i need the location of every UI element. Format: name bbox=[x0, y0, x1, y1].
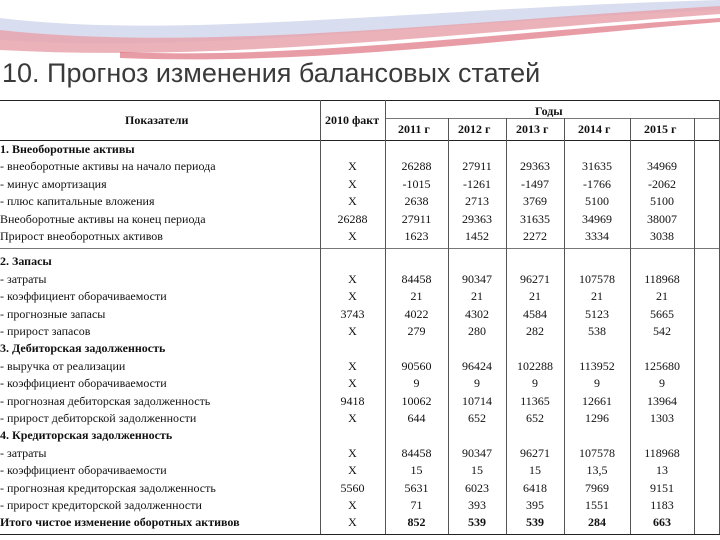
cell-year-3: 107578 bbox=[579, 271, 615, 286]
table-row bbox=[0, 410, 720, 427]
cell-year-2: 102288 bbox=[517, 358, 553, 373]
total-row bbox=[0, 514, 720, 531]
cell-year-4: 5100 bbox=[650, 194, 674, 209]
row-label: Прирост внеоборотных активов bbox=[0, 229, 163, 243]
cell-year-2: 96271 bbox=[520, 271, 550, 286]
cell-year-4: 38007 bbox=[647, 211, 677, 226]
header-year-2: 2013 г bbox=[516, 122, 549, 136]
cell-2010-fact: 9418 bbox=[340, 393, 365, 408]
cell-year-2: 539 bbox=[526, 515, 544, 530]
row-label: - коэффициент оборачиваемости bbox=[0, 289, 167, 304]
cell-2010-fact: Х bbox=[348, 376, 357, 391]
cell-year-2: 15 bbox=[529, 463, 541, 478]
table-row bbox=[0, 306, 720, 323]
cell-year-3: 13,5 bbox=[586, 463, 608, 478]
table-top-border bbox=[0, 100, 720, 101]
cell-year-2: 2272 bbox=[523, 229, 547, 243]
row-label: Итого чистое изменение оборотных активов bbox=[0, 515, 240, 530]
cell-year-1: 96424 bbox=[462, 358, 492, 373]
section-header-row bbox=[0, 427, 720, 444]
column-divider-4 bbox=[564, 118, 565, 534]
cell-year-0: 15 bbox=[410, 463, 423, 478]
cell-year-0: 644 bbox=[407, 411, 426, 425]
cell-year-0: 4022 bbox=[404, 306, 429, 321]
cell-year-1: 2713 bbox=[465, 194, 489, 209]
table-bottom-border bbox=[0, 534, 720, 535]
table-row bbox=[0, 211, 720, 228]
column-divider-5 bbox=[630, 118, 631, 534]
table-row bbox=[0, 375, 720, 392]
cell-year-0: 27911 bbox=[401, 211, 432, 226]
cell-year-1: 539 bbox=[468, 515, 486, 530]
cell-year-0: 2638 bbox=[404, 194, 429, 209]
cell-2010-fact: 5560 bbox=[340, 480, 365, 495]
cell-year-0: 9 bbox=[413, 376, 420, 391]
table-row bbox=[0, 288, 720, 305]
cell-year-1: 652 bbox=[468, 411, 486, 425]
table-row bbox=[0, 393, 720, 410]
cell-year-2: 11365 bbox=[520, 393, 550, 408]
cell-year-0: 71 bbox=[410, 498, 423, 512]
cell-year-4: 13964 bbox=[647, 393, 677, 408]
cell-year-0: 10062 bbox=[401, 393, 432, 408]
cell-year-4: 663 bbox=[653, 515, 671, 530]
cell-year-4: 1303 bbox=[650, 411, 674, 425]
cell-2010-fact: Х bbox=[348, 411, 357, 425]
cell-year-1: 29363 bbox=[462, 211, 492, 226]
row-label: - коэффициент оборачиваемости bbox=[0, 376, 167, 391]
cell-year-4: 34969 bbox=[647, 159, 677, 174]
row-label: 2. Запасы bbox=[0, 254, 52, 269]
cell-year-2: 395 bbox=[526, 498, 544, 512]
cell-year-3: 31635 bbox=[582, 159, 612, 174]
table-row bbox=[0, 193, 720, 210]
cell-year-4: 3038 bbox=[650, 229, 674, 243]
table-row bbox=[0, 158, 720, 175]
row-label: - затраты bbox=[0, 271, 47, 286]
row-label: - коэффициент оборачиваемости bbox=[0, 463, 167, 478]
header-years-group: Годы bbox=[535, 104, 563, 118]
cell-year-1: 4302 bbox=[465, 306, 489, 321]
cell-year-0: 21 bbox=[410, 289, 423, 304]
cell-year-0: 90560 bbox=[401, 358, 432, 373]
table-row bbox=[0, 323, 720, 340]
cell-year-1: 90347 bbox=[462, 445, 492, 460]
row-label: - выручка от реализации bbox=[0, 358, 126, 373]
row-label: - прирост запасов bbox=[0, 324, 91, 338]
cell-year-2: -1497 bbox=[521, 176, 549, 191]
section-header-row bbox=[0, 253, 720, 270]
header-year-3: 2014 г bbox=[578, 122, 611, 136]
table-row bbox=[0, 480, 720, 497]
column-divider-2 bbox=[448, 118, 449, 534]
row-label: - внеоборотные активы на начало периода bbox=[0, 159, 216, 174]
section-header-row bbox=[0, 340, 720, 357]
block-divider-1 bbox=[0, 248, 720, 249]
cell-year-3: 113952 bbox=[579, 358, 615, 373]
cell-2010-fact: Х bbox=[348, 515, 357, 530]
cell-year-3: 3334 bbox=[585, 229, 609, 243]
cell-year-3: 5123 bbox=[585, 306, 609, 321]
row-label: 3. Дебиторская задолженность bbox=[0, 341, 166, 356]
cell-year-1: 10714 bbox=[462, 393, 492, 408]
row-label: - прогнозная дебиторская задолженность bbox=[0, 393, 211, 408]
cell-year-0: 84458 bbox=[401, 271, 432, 286]
header-year-4: 2015 г bbox=[644, 122, 677, 136]
column-divider-0 bbox=[320, 100, 321, 534]
cell-year-1: -1261 bbox=[463, 176, 491, 191]
table-row bbox=[0, 445, 720, 462]
cell-2010-fact: Х bbox=[348, 324, 357, 338]
column-divider-1 bbox=[385, 100, 386, 534]
cell-year-4: 21 bbox=[656, 289, 668, 304]
cell-year-4: 118968 bbox=[644, 271, 680, 286]
cell-2010-fact: Х bbox=[348, 194, 357, 209]
cell-year-3: 107578 bbox=[579, 445, 615, 460]
cell-2010-fact: 26288 bbox=[337, 211, 368, 226]
cell-year-3: 284 bbox=[588, 515, 606, 530]
row-label: - прирост дебиторской задолженности bbox=[0, 411, 197, 425]
cell-year-2: 96271 bbox=[520, 445, 550, 460]
table-row bbox=[0, 462, 720, 479]
table-row bbox=[0, 497, 720, 514]
cell-year-4: 9 bbox=[659, 376, 665, 391]
row-label: Внеоборотные активы на конец периода bbox=[0, 211, 206, 226]
cell-year-4: 118968 bbox=[644, 445, 680, 460]
cell-year-1: 280 bbox=[468, 324, 486, 338]
cell-year-2: 31635 bbox=[520, 211, 550, 226]
cell-year-3: -1766 bbox=[583, 176, 611, 191]
row-label: - минус амортизация bbox=[0, 176, 107, 191]
cell-2010-fact: 3743 bbox=[340, 306, 365, 321]
cell-year-1: 27911 bbox=[462, 159, 492, 174]
cell-year-3: 21 bbox=[591, 289, 603, 304]
cell-year-3: 1551 bbox=[585, 498, 609, 512]
cell-year-1: 1452 bbox=[465, 229, 489, 243]
cell-2010-fact: Х bbox=[348, 463, 357, 478]
table-row bbox=[0, 358, 720, 375]
cell-2010-fact: Х bbox=[348, 176, 357, 191]
cell-year-4: 13 bbox=[656, 463, 668, 478]
cell-year-2: 652 bbox=[526, 411, 544, 425]
cell-2010-fact: Х bbox=[348, 445, 357, 460]
cell-year-2: 21 bbox=[529, 289, 541, 304]
cell-2010-fact: Х bbox=[348, 498, 357, 512]
cell-year-1: 21 bbox=[471, 289, 483, 304]
column-divider-6 bbox=[694, 118, 695, 534]
cell-year-0: 1623 bbox=[404, 229, 429, 243]
cell-year-3: 12661 bbox=[582, 393, 612, 408]
header-2010-fact: 2010 факт bbox=[325, 113, 380, 127]
header-year-0: 2011 г bbox=[398, 122, 430, 136]
header-years-divider bbox=[385, 118, 720, 119]
table-row bbox=[0, 176, 720, 193]
cell-year-0: 84458 bbox=[401, 445, 432, 460]
cell-year-0: 279 bbox=[407, 324, 426, 338]
cell-2010-fact: Х bbox=[348, 271, 357, 286]
cell-year-3: 9 bbox=[594, 376, 600, 391]
cell-year-3: 1296 bbox=[585, 411, 609, 425]
cell-year-3: 538 bbox=[588, 324, 606, 338]
table-row bbox=[0, 271, 720, 288]
cell-2010-fact: Х bbox=[348, 289, 357, 304]
cell-year-2: 6418 bbox=[523, 480, 547, 495]
row-label: 1. Внеоборотные активы bbox=[0, 142, 135, 156]
cell-year-2: 3769 bbox=[523, 194, 547, 209]
cell-year-0: 26288 bbox=[401, 159, 432, 174]
column-divider-3 bbox=[506, 118, 507, 534]
row-label: - прогнозные запасы bbox=[0, 306, 106, 321]
cell-year-2: 29363 bbox=[520, 159, 550, 174]
cell-year-4: 9151 bbox=[650, 480, 674, 495]
section-header-row bbox=[0, 141, 720, 158]
cell-2010-fact: Х bbox=[348, 159, 357, 174]
cell-year-4: -2062 bbox=[648, 176, 676, 191]
table-row bbox=[0, 228, 720, 245]
row-label: - прирост кредиторской задолженности bbox=[0, 498, 202, 512]
row-label: 4. Кредиторская задолженность bbox=[0, 428, 173, 443]
cell-year-1: 393 bbox=[468, 498, 486, 512]
cell-year-2: 4584 bbox=[523, 306, 547, 321]
cell-year-3: 34969 bbox=[582, 211, 612, 226]
cell-year-0: 5631 bbox=[404, 480, 429, 495]
page-title: 10. Прогноз изменения балансовых статей bbox=[2, 58, 541, 88]
cell-2010-fact: Х bbox=[348, 229, 357, 243]
header-year-1: 2012 г bbox=[458, 122, 491, 136]
row-label: - затраты bbox=[0, 445, 47, 460]
cell-year-1: 6023 bbox=[465, 480, 489, 495]
cell-year-1: 15 bbox=[471, 463, 483, 478]
cell-year-1: 90347 bbox=[462, 271, 492, 286]
cell-year-4: 125680 bbox=[644, 358, 680, 373]
row-label: - плюс капитальные вложения bbox=[0, 194, 155, 209]
cell-year-3: 5100 bbox=[585, 194, 609, 209]
cell-year-0: 852 bbox=[407, 515, 426, 530]
cell-year-4: 5665 bbox=[650, 306, 674, 321]
cell-2010-fact: Х bbox=[348, 358, 357, 373]
header-indicators: Показатели bbox=[125, 113, 189, 127]
cell-year-4: 1183 bbox=[650, 498, 674, 512]
cell-year-3: 7969 bbox=[585, 480, 609, 495]
cell-year-4: 542 bbox=[653, 324, 671, 338]
row-label: - прогнозная кредиторская задолженность bbox=[0, 480, 216, 495]
cell-year-2: 282 bbox=[526, 324, 544, 338]
cell-year-2: 9 bbox=[532, 376, 538, 391]
cell-year-1: 9 bbox=[474, 376, 480, 391]
cell-year-0: -1015 bbox=[402, 176, 431, 191]
